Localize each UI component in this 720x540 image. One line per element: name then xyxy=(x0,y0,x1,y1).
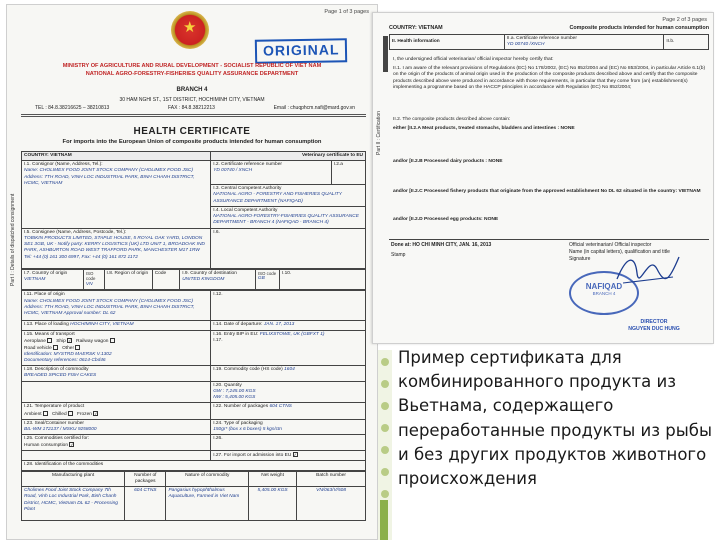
blank-cell xyxy=(22,451,211,461)
certificate-subtitle: For imports into the European Union of composite products intended for human consumption xyxy=(62,139,322,145)
place-loading-value: HOCHIMINH CITY, VIETNAM xyxy=(70,322,134,328)
temperature-label: I.21. Temperature of product xyxy=(24,404,85,410)
stamp-label: Stamp xyxy=(391,252,406,258)
blank-cell xyxy=(22,381,211,403)
packaging-value: 150gr* (box x 6 boxes) 5 kgs/ctn xyxy=(213,426,282,432)
ship-label: Ship xyxy=(56,338,66,344)
accent-bar xyxy=(380,500,388,540)
place-origin-cell xyxy=(22,291,211,321)
aeroplane-checkbox xyxy=(47,338,52,343)
description-cell xyxy=(22,366,211,381)
director-title: DIRECTOR xyxy=(640,319,668,325)
documentary-ref: Documentary references: 0614-Cbd46 xyxy=(24,358,106,364)
place-origin-label: I.11. Place of origin xyxy=(24,292,65,298)
name-label: Name (in capital letters), qualification and title xyxy=(569,249,670,255)
field-i17: I.17. xyxy=(213,337,223,343)
entry-bip-label: I.16. Entry BIP in EU: xyxy=(213,331,259,337)
original-stamp: ORIGINAL xyxy=(255,38,348,63)
divider xyxy=(21,116,366,117)
packages-label: I.22. Number of packages xyxy=(213,404,269,410)
page-number: Page 2 of 3 pages xyxy=(662,17,707,23)
country-dest-value: UNITED KINGDOM xyxy=(182,276,225,282)
paragraph-2: II.2. The composite products described above contain: xyxy=(393,117,511,122)
consignee-cell xyxy=(22,228,211,268)
consignor-name: Name: CHOLIMEX FOOD JOINT STOCK COMPANY (CHOLIMEX FOOD JSC) xyxy=(24,168,193,174)
done-at: Done at: HO CHI MINH CITY, JAN. 16, 2013 xyxy=(391,242,492,248)
cert-ref-2a: I.2.a xyxy=(331,161,365,185)
country-label: COUNTRY: VIETNAM xyxy=(389,25,443,31)
packaging-label: I.24. Type of packaging xyxy=(213,420,263,426)
branch-address: 30 HAM NGHI ST., 1ST DISTRICT, HOCHIMINH CITY, VIETNAM xyxy=(119,97,265,103)
departure-value: JAN. 17, 2013 xyxy=(263,322,295,328)
seal-value: BIL-WM 172137 / MSKU 9258000 xyxy=(24,426,97,432)
consignor-address: Address: 7TH ROAD, VINH LOC INDUSTRIAL PARK, BINH CHANH DISTRICT, HCMC, VIETNAM xyxy=(24,174,195,186)
tel: TEL : 84.8.38216625 – 38210813 xyxy=(35,105,110,111)
ministry-line-2: NATIONAL AGRO-FORESTRY-FISHERIES QUALITY ASSURANCE DEPARTMENT xyxy=(85,70,299,77)
dot-icon xyxy=(381,424,389,432)
signature-label: Signature xyxy=(569,256,591,262)
other-checkbox xyxy=(75,345,80,350)
seal-cell xyxy=(22,419,211,434)
description-value: BREADED SPICED FISH CAKES xyxy=(24,373,97,379)
ship-checkbox: ✓ xyxy=(68,337,72,343)
railway-label: Railway wagon xyxy=(76,338,109,344)
consignee-value: TOBIKIN PRODUCTS LIMITED, STAPLE HOUSE, 5 ROYAL OAK YARD, LONDON SE1 3GB, UK - Notify party: KERRY LOGISTICS (UK) LTD UNIT 1, BROADOAK IND PARK, ASHBURTON ROAD WEST TRAFFORD PARK, MANCHESTER M17 1RW Tel: +44 (0) 161 300 6997, Fax: +44 (0) 161 872 1172 xyxy=(24,235,205,260)
health-info-box xyxy=(389,34,709,50)
slide-caption: Пример сертификата для комбинированного продукта из Вьетнама, содержащего переработанные продукты из рыбы и без других продуктов животного происхождения xyxy=(398,348,712,489)
net-weight: NW : 5,405.00 KGS xyxy=(213,395,256,401)
cell-net-weight: 5,405.00 KGS xyxy=(249,487,297,521)
certified-cell xyxy=(22,435,211,451)
entry-bip-value: FELIXSTOWE, UK (GBFXT 1) xyxy=(259,331,325,337)
ministry-header xyxy=(27,63,357,79)
departure-cell xyxy=(211,321,366,330)
commodity-code-label: I.19. Commodity code (HS code) xyxy=(213,367,283,373)
health-info-label: II. Health information xyxy=(390,35,505,50)
road-checkbox xyxy=(53,345,58,350)
cert-ref-label: I.2. Certificate reference number xyxy=(213,162,282,168)
dot-icon xyxy=(381,490,389,498)
cca-value: NATIONAL AGRO - FORESTRY AND FISHERIES QUALITY ASSURANCE DEPARTMENT (NAFIQAD) xyxy=(213,192,342,204)
lca-label: I.4. Local Competent Authority xyxy=(213,207,278,213)
seal-bottom-text: BRANCH 4 xyxy=(592,290,616,296)
divider xyxy=(21,114,366,115)
certificate-page-1 xyxy=(6,4,378,540)
paragraph-1: II.1. I am aware of the relevant provisions of Regulations (EC) No 178/2002, (EC) No 852/2004 and (EC) No 853/2004, in particular Article 6.1(b) on the origin of the products of animal origin used in the production of the composite products described above and certify that the composite products described above were produced in accordance with those requirements, in particular that they come from (an) establishment(s) implementing a programme based on the HACCP principles in accordance with Regulation (EC) No 852/2004; xyxy=(393,66,706,91)
contact-line xyxy=(35,105,355,111)
place-loading-label: I.13. Place of loading xyxy=(24,322,69,328)
item-meat: either [II.2.A Meat products, treated stomachs, bladders and intestines : NONE xyxy=(393,126,575,131)
transport-label: I.15. Means of transport xyxy=(24,331,75,337)
entry-bip-cell xyxy=(211,330,366,366)
certificate-form xyxy=(21,151,366,521)
commodity-code-value: 1604 xyxy=(284,367,295,373)
cert-ref-value: YD 00740 /XNCH xyxy=(506,42,545,48)
dot-icon xyxy=(381,358,389,366)
branch-name: BRANCH 4 xyxy=(176,87,208,93)
country-dest-cell xyxy=(180,269,256,290)
ambient-checkbox xyxy=(43,411,48,416)
iso-label: ISO code xyxy=(257,270,277,276)
part-1-label: Part I : Details of dispatched consignment xyxy=(10,193,16,287)
iso-dest-value: GB xyxy=(257,276,265,282)
certified-label: I.25. Commodities certified for: xyxy=(24,436,90,442)
cell-nature: Pangasius hypophthalmus Aquaculture, Farmed in Viet Nam xyxy=(166,487,249,521)
col-packages: Number of packages xyxy=(125,471,166,486)
frozen-checkbox: ✓ xyxy=(94,410,98,416)
chilled-checkbox xyxy=(68,411,73,416)
header-right: Composite products intended for human consumption xyxy=(569,25,709,31)
iso-label: ISO code xyxy=(85,270,96,282)
code-label: Code xyxy=(152,269,180,290)
other-label: Other xyxy=(62,345,75,351)
country-label: COUNTRY: VIETNAM xyxy=(22,152,211,161)
cert-ref-label: II.a. Certificate reference number xyxy=(506,36,577,41)
col-manufacturer: Manufacturing plant xyxy=(22,471,125,486)
human-consumption-checkbox: ✓ xyxy=(70,442,74,448)
country-origin-cell xyxy=(22,269,84,290)
local-authority-cell xyxy=(211,206,366,228)
cell-batch: VN/063/V/508 xyxy=(297,487,366,521)
seal-top-text: NAFIQAD xyxy=(585,282,623,291)
ministry-line-1: MINISTRY OF AGRICULTURE AND RURAL DEVELOPMENT - SOCIALIST REPUBLIC OF VIET NAM xyxy=(62,63,322,69)
consignor-label: I.1. Consignor (Name, Address, Tel.): xyxy=(24,162,103,168)
frozen-label: Frozen xyxy=(76,411,92,417)
iso-dest-cell xyxy=(255,269,279,290)
cert-ref-value: YD 00740 / XNCH xyxy=(213,168,253,174)
director-name: NGUYEN DUC HUNG xyxy=(628,325,680,332)
seal-label: I.23. Seal/Container number xyxy=(24,420,84,426)
field-i26: I.26. xyxy=(211,435,366,451)
item-dairy: and/or [II.2.B Processed dairy products : NONE xyxy=(393,159,503,164)
aeroplane-label: Aeroplane xyxy=(24,338,46,344)
import-checkbox: ✓ xyxy=(293,452,298,458)
col-batch: Batch number xyxy=(297,471,366,486)
consignor-cell xyxy=(22,161,211,228)
temperature-cell xyxy=(22,403,211,419)
page-2-header xyxy=(389,25,709,32)
cca-label: I.3. Central Competent Authority xyxy=(213,186,282,192)
quantity-label: I.20. Quantity xyxy=(213,382,242,388)
packaging-cell xyxy=(211,419,366,434)
field-i10: I.10. xyxy=(279,269,365,290)
veterinary-cert-label: Veterinary certificate to EU xyxy=(211,152,366,161)
col-net-weight: Net weight xyxy=(249,471,297,486)
road-label: Road vehicle xyxy=(24,345,52,351)
country-origin-value: VIETNAM xyxy=(24,276,46,282)
identification-label: I.28. Identification of the commodities xyxy=(22,461,366,470)
certificate-title: HEALTH CERTIFICATE xyxy=(133,126,251,137)
region-origin-label: I.8. Region of origin xyxy=(104,269,152,290)
cell-packages: 604 CTNS xyxy=(125,487,166,521)
place-loading-cell xyxy=(22,321,211,330)
dot-icon xyxy=(381,446,389,454)
country-dest-label: I.9. Country of destination xyxy=(182,270,237,276)
dot-icon xyxy=(381,380,389,388)
fax: FAX : 84.8.38212213 xyxy=(167,105,215,111)
cell-manufacturer: Cholimex Food Joint Stock Company 7th Road, Vinh Loc Industrial Park, Binh Chanh District, HCMC, Vietnam DL 62 - Processing Plant xyxy=(22,487,125,521)
identification-value: Identification: MYSTRD MAERSK V.1302 xyxy=(24,351,112,357)
cert-ref-cell xyxy=(211,161,331,185)
import-label: I.27. For import or admission into EU xyxy=(213,453,292,459)
gross-weight: GW : 7,245.00 KGS xyxy=(213,388,256,394)
item-fishery: and/or [II.2.C Processed fishery products that originate from the approved establishment No DL 62 situated in the country: VIETNAM xyxy=(393,189,701,194)
dot-icon xyxy=(381,402,389,410)
packages-cell xyxy=(211,403,366,419)
official-label: Official veterinarian/ Official inspector xyxy=(569,242,652,248)
human-consumption-label: Human consumption xyxy=(24,443,68,449)
iso-origin-value: VN xyxy=(85,282,93,288)
field-i12: I.12. xyxy=(211,291,366,321)
lca-value: NATIONAL AGRO-FORESTRY-FISHERIES QUALITY ASSURANCE DEPARTMENT - BRANCH 4 (NAFIQAD - BRANCH 4) xyxy=(213,214,359,226)
place-origin-value: Name: CHOLIMEX FOOD JOINT STOCK COMPANY (CHOLIMEX FOOD JSC) Address: 7TH ROAD, VINH LOC INDUSTRIAL PARK, BINH CHANH DISTRICT, HCMC, VIETNAM Approval number: DL 62 xyxy=(24,298,195,317)
intro-text: I, the undersigned official veterinarian/ official inspector hereby certify that: xyxy=(393,57,554,62)
cert-ref-cell xyxy=(504,35,664,50)
part-2-label: Part II : Certification xyxy=(376,111,382,155)
departure-label: I.14. Date of departure: xyxy=(213,322,263,328)
dot-icon xyxy=(381,468,389,476)
packages-value: 604 CTNS xyxy=(269,404,292,410)
central-authority-cell xyxy=(211,185,366,207)
binder-mark xyxy=(383,36,388,72)
certificate-page-2 xyxy=(372,12,714,344)
field-i6: I.6. xyxy=(211,228,366,268)
country-origin-label: I.7. Country of origin xyxy=(24,270,68,276)
import-cell xyxy=(211,451,366,461)
transport-cell xyxy=(22,330,211,366)
ambient-label: Ambient xyxy=(24,411,42,417)
field-iib: II.b. xyxy=(664,35,709,50)
emblem-star-icon: ★ xyxy=(183,19,197,36)
iso-origin-cell xyxy=(83,269,104,290)
col-nature: Nature of commodity xyxy=(166,471,249,486)
director-block xyxy=(609,319,699,333)
item-egg: and/or [II.2.D Processed egg products: NONE xyxy=(393,217,499,222)
consignee-label: I.5. Consignee (Name, Address, Postcode, Tel.): xyxy=(24,229,127,235)
quantity-cell xyxy=(211,381,366,403)
commodity-code-cell xyxy=(211,366,366,381)
description-label: I.18. Description of commodity xyxy=(24,367,89,373)
railway-checkbox xyxy=(110,338,115,343)
email: Email : chuqphcm.nafi@mard.gov.vn xyxy=(273,105,355,111)
handwritten-signature-icon xyxy=(613,249,683,289)
chilled-label: Chilled xyxy=(51,411,67,417)
page-number: Page 1 of 3 pages xyxy=(324,9,369,15)
